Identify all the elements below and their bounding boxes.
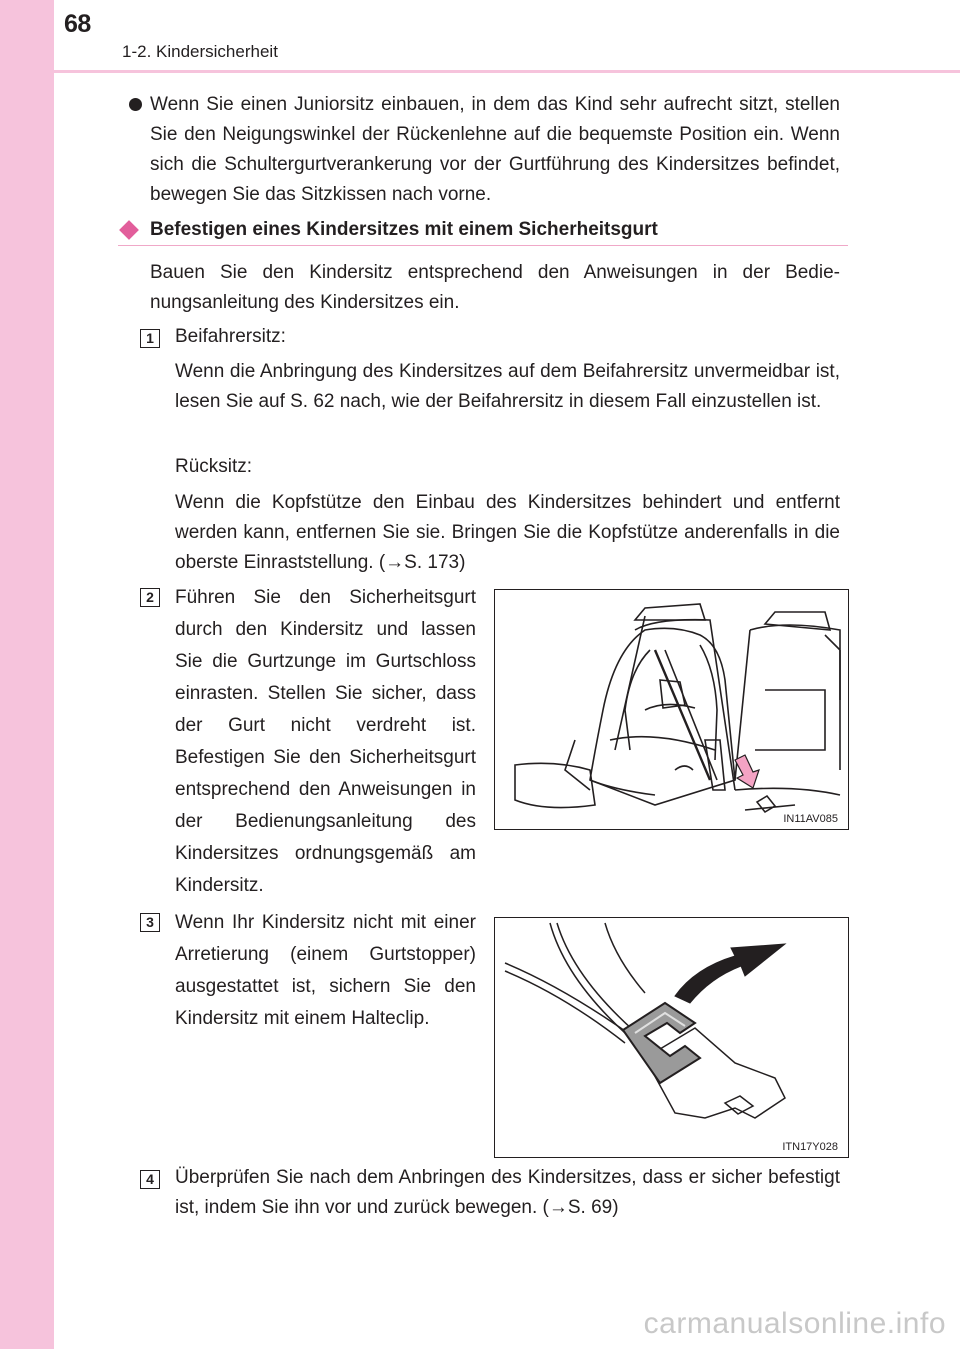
step-3-text: Wenn Ihr Kindersitz nicht mit einer Arretierung (einem Gurtstopper) ausgestattet ist, sichern Sie den Kindersitz mit einem Halteclip. <box>175 912 476 1029</box>
subsection-heading: Befestigen eines Kindersitzes mit einem Sicherheitsgurt <box>150 219 658 240</box>
diamond-icon <box>119 220 139 240</box>
figure-code: ITN17Y028 <box>782 1141 838 1153</box>
intro-paragraph: Wenn Sie einen Juniorsitz einbauen, in dem das Kind sehr aufrecht sitzt, stellen Sie den Neigungswinkel der Rückenlehne auf die bequemste Position ein. Wenn sich die Schultergurtverankerung vor der Gurtführung des Kindersitzes befindet, bewegen Sie das Sitzkissen nach vorne. <box>150 94 840 205</box>
header-divider <box>54 70 960 73</box>
bullet-icon <box>129 98 142 111</box>
step-number-badge: 3 <box>140 913 160 932</box>
step-1-label-front: Beifahrersitz: <box>175 326 286 347</box>
step-number-badge: 4 <box>140 1170 160 1189</box>
step-1-text-front: Wenn die Anbringung des Kindersitzes auf dem Beifahrersitz unvermeidbar ist, lesen Sie auf S. 62 nach, wie der Beifahrersitz in diesem Fall einzustellen ist. <box>175 361 840 412</box>
step-number-badge: 1 <box>140 329 160 348</box>
page-number: 68 <box>64 10 91 38</box>
section-title: 1-2. Kindersicherheit <box>122 42 278 61</box>
subsection-intro: Bauen Sie den Kindersitz entsprechend den Anweisungen in der Bedienungsanleitung des Kindersitzes ein. <box>150 262 840 313</box>
child-seat-illustration <box>494 589 849 830</box>
figure-code: IN11AV085 <box>783 813 838 825</box>
step-1-text-rear: Wenn die Kopfstütze den Einbau des Kindersitzes behindert und entfernt werden kann, entfernen Sie sie. Bringen Sie die Kopfstütze anderenfalls in die oberste Einraststellung. (→S. 173) <box>175 492 840 573</box>
step-number-badge: 2 <box>140 588 160 607</box>
side-tab-bar <box>0 0 54 1349</box>
step-4-text: Überprüfen Sie nach dem Anbringen des Kindersitzes, dass er sicher befestigt ist, indem Sie ihn vor und zurück bewegen. (→S. 69) <box>175 1167 840 1218</box>
locking-clip-illustration <box>494 917 849 1158</box>
watermark: carmanualsonline.info <box>643 1307 946 1340</box>
step-1-label-rear: Rücksitz: <box>175 456 253 477</box>
subheading-divider <box>118 245 848 246</box>
step-2-text: Führen Sie den Sicherheitsgurt durch den Kindersitz und lassen Sie die Gurtzunge im Gurtschloss einrasten. Stellen Sie sicher, dass der Gurt nicht verdreht ist. Befestigen Sie den Sicherheitsgurt entsprechend den Anweisungen in der Bedienungsanleitung des Kindersitzes ordnungsgemäß am Kindersitz. <box>175 587 476 896</box>
